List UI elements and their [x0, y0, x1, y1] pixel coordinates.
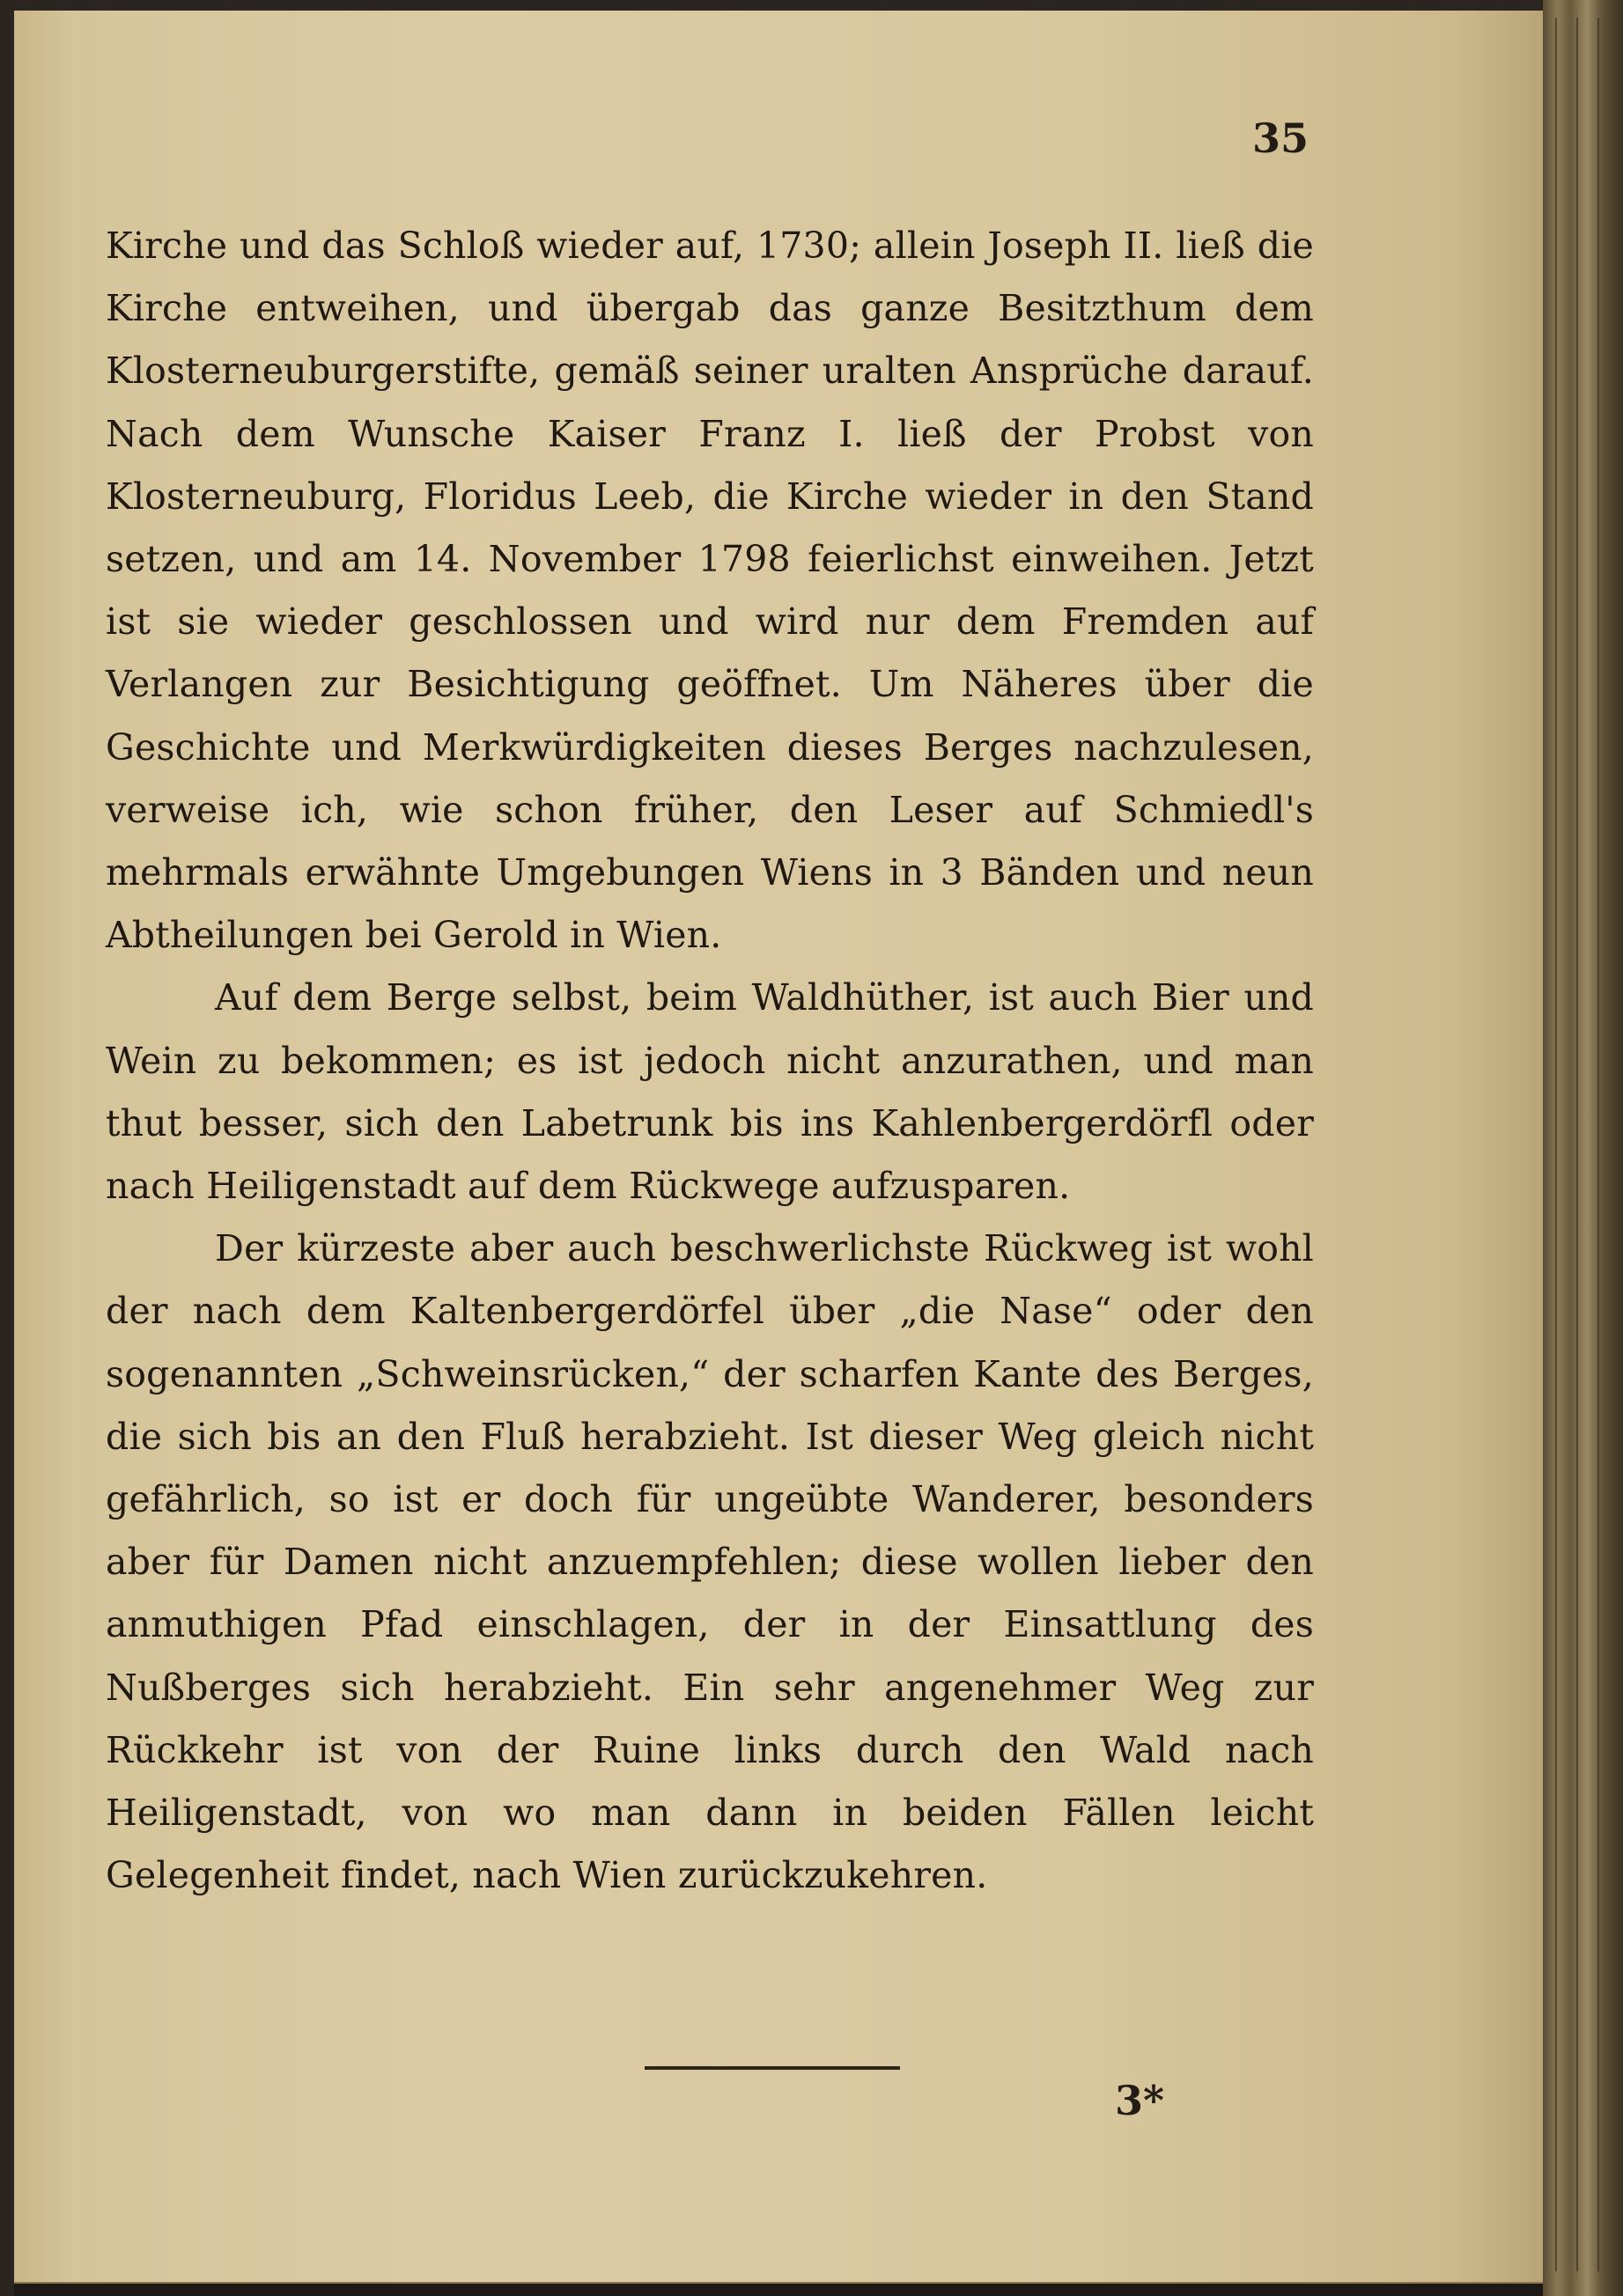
paragraph-bier-und-wein: Auf dem Berge selbst, beim Waldhüther, ist auch Bier und Wein zu bekommen; es ist jedoch nicht anzurathen, und man thut besser, sich den Labetrunk bis ins Kahlenbergerdörfl oder nach Heiligenstadt auf dem Rückwege aufzusparen.: [106, 976, 1314, 1208]
page-number: 35: [1251, 114, 1309, 162]
page-body-text: [106, 215, 1314, 1907]
scanner-background-left: [0, 0, 14, 2296]
paragraph-rueckweg: Der kürzeste aber auch beschwerlichste Rückweg ist wohl der nach dem Kaltenbergerdörfel über „die Nase“ oder den sogenannten „Schweinsrücken,“ der scharfen Kante des Berges, die sich bis an den Fluß herabzieht. Ist dieser Weg gleich nicht gefährlich, so ist er doch für ungeübte Wanderer, besonders aber für Damen nicht anzuempfehlen; diese wollen lieber den anmuthigen Pfad einschlagen, der in der Einsattlung des Nußberges sich herabzieht. Ein sehr angenehmer Weg zur Rückkehr ist von der Ruine links durch den Wald nach Heiligenstadt, von wo man dann in beiden Fällen leicht Gelegenheit findet, nach Wien zurückzukehren.: [106, 1227, 1314, 1897]
paragraph-continuation: Kirche und das Schloß wieder auf, 1730; allein Joseph II. ließ die Kirche entweihen, und übergab das ganze Besitzthum dem Klosterneuburgerstifte, gemäß seiner uralten Ansprüche darauf. Nach dem Wunsche Kaiser Franz I. ließ der Probst von Klosterneuburg, Floridus Leeb, die Kirche wieder in den Stand setzen, und am 14. November 1798 feierlichst einweihen. Jetzt ist sie wieder geschlossen und wird nur dem Fremden auf Verlangen zur Besichtigung geöffnet. Um Näheres über die Geschichte und Merkwürdigkeiten dieses Berges nachzulesen, verweise ich, wie schon früher, den Leser auf Schmiedl's mehrmals erwähnte Umgebungen Wiens in 3 Bänden und neun Abtheilungen bei Gerold in Wien.: [106, 224, 1314, 957]
binding-crease: [1576, 18, 1578, 2271]
book-page: [14, 11, 1543, 2284]
binding-crease: [1597, 18, 1599, 2271]
binding-crease: [1555, 18, 1557, 2271]
book-binding-edge: [1543, 0, 1623, 2296]
signature-mark: 3*: [1115, 2077, 1165, 2124]
footer-rule: [645, 2066, 900, 2070]
